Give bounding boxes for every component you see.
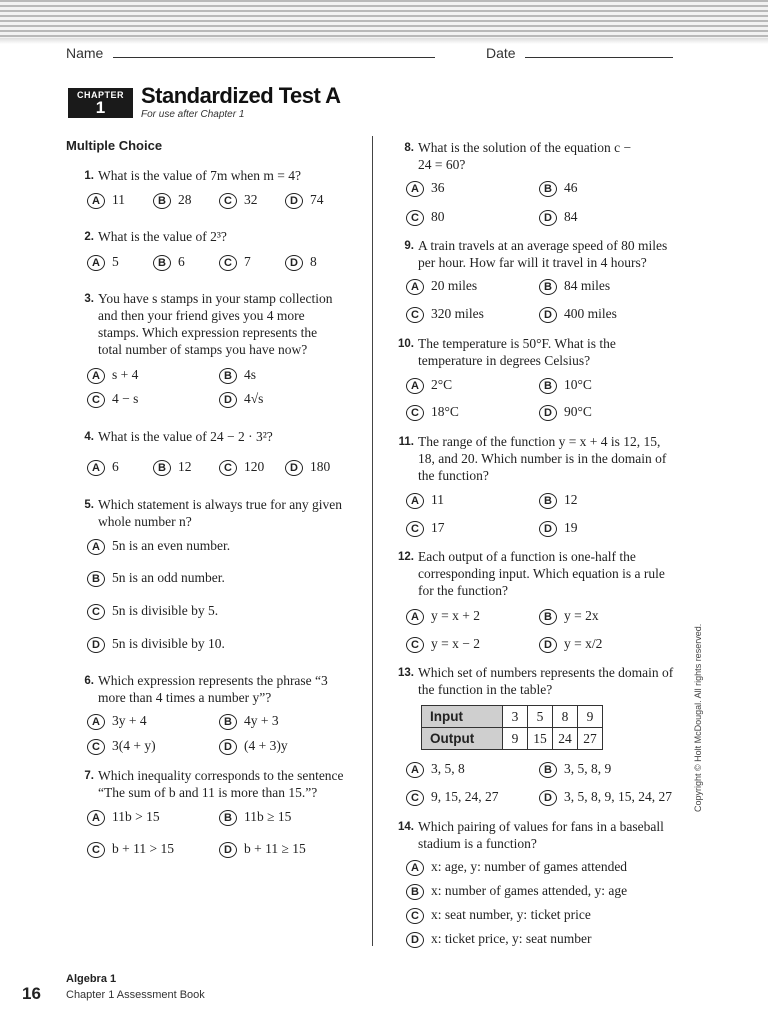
- footer-subtitle: Chapter 1 Assessment Book: [66, 989, 205, 1001]
- question-6: 6. Which expression represents the phrase “3 more than 4 times a number y”?: [84, 673, 328, 705]
- question-12: 12. Each output of a function is one-half the corresponding input. Which equation is a rule for the function?: [398, 549, 665, 598]
- chapter-label: CHAPTER: [76, 90, 124, 100]
- option-4a[interactable]: A 6: [87, 458, 119, 476]
- question-14: 14. Which pairing of values for fans in a baseball stadium is a function?: [398, 819, 664, 851]
- option-7b[interactable]: B 11b ≥ 15: [219, 808, 291, 826]
- output-label: Output: [422, 728, 503, 750]
- question-2: 2. What is the value of 2³?: [84, 229, 227, 244]
- option-6d[interactable]: D (4 + 3)y: [219, 737, 288, 755]
- copyright-notice: Copyright © Holt McDougal. All rights reserved.: [693, 623, 703, 812]
- option-3c[interactable]: C 4 − s: [87, 390, 138, 408]
- question-10: 10. The temperature is 50°F. What is the temperature in degrees Celsius?: [398, 336, 616, 368]
- question-text: What is the value of 7m when m = 4?: [98, 168, 301, 183]
- page-number: 16: [22, 984, 41, 1003]
- option-4d[interactable]: D 180: [285, 458, 330, 476]
- option-2b[interactable]: B 6: [153, 253, 185, 271]
- date-label: Date: [486, 45, 516, 61]
- option-14b[interactable]: B x: number of games attended, y: age: [406, 882, 627, 900]
- option-10a[interactable]: A 2°C: [406, 376, 452, 394]
- question-3: 3. You have s stamps in your stamp collection and then your friend gives you 4 more stamps. Which expression represents the total number of stamps you have now?: [84, 291, 333, 357]
- function-table: [421, 705, 603, 750]
- option-3a[interactable]: A s + 4: [87, 366, 138, 384]
- date-line: [525, 45, 673, 58]
- column-divider: [372, 136, 373, 946]
- table-row-output: Output 9 15 24 27: [422, 728, 603, 750]
- option-14a[interactable]: A x: age, y: number of games attended: [406, 858, 627, 876]
- question-5: 5. Which statement is always true for any given whole number n?: [84, 497, 343, 529]
- page-subtitle: For use after Chapter 1: [141, 109, 245, 120]
- option-8c[interactable]: C 80: [406, 208, 445, 226]
- date-field[interactable]: [486, 45, 673, 61]
- option-13c[interactable]: C 9, 15, 24, 27: [406, 788, 499, 806]
- option-1d[interactable]: D 74: [285, 191, 324, 209]
- option-9b[interactable]: B 84 miles: [539, 277, 610, 295]
- table-row-input: Input 3 5 8 9: [422, 706, 603, 728]
- question-7: 7. Which inequality corresponds to the sentence “The sum of b and 11 is more than 15.”?: [84, 768, 344, 800]
- option-13a[interactable]: A 3, 5, 8: [406, 760, 465, 778]
- name-field[interactable]: [66, 45, 435, 61]
- question-13: 13. Which set of numbers represents the domain of the function in the table?: [398, 665, 674, 697]
- input-label: Input: [422, 706, 503, 728]
- header-stripes: [0, 0, 768, 38]
- option-3b[interactable]: B 4s: [219, 366, 256, 384]
- option-10c[interactable]: C 18°C: [406, 403, 459, 421]
- option-1c[interactable]: C 32: [219, 191, 258, 209]
- option-11b[interactable]: B 12: [539, 491, 578, 509]
- option-2c[interactable]: C 7: [219, 253, 251, 271]
- option-1a[interactable]: A 11: [87, 191, 125, 209]
- option-9c[interactable]: C 320 miles: [406, 305, 484, 323]
- question-number: 1.: [84, 170, 94, 182]
- option-11d[interactable]: D 19: [539, 519, 578, 537]
- question-4: 4. What is the value of 24 − 2 · 3²?: [84, 429, 273, 444]
- section-heading: Multiple Choice: [66, 138, 163, 153]
- option-13b[interactable]: B 3, 5, 8, 9: [539, 760, 611, 778]
- option-5c[interactable]: C 5n is divisible by 5.: [87, 602, 218, 620]
- option-11c[interactable]: C 17: [406, 519, 445, 537]
- option-6a[interactable]: A 3y + 4: [87, 712, 147, 730]
- option-10b[interactable]: B 10°C: [539, 376, 592, 394]
- option-6b[interactable]: B 4y + 3: [219, 712, 279, 730]
- option-8b[interactable]: B 46: [539, 179, 578, 197]
- option-13d[interactable]: D 3, 5, 8, 9, 15, 24, 27: [539, 788, 672, 806]
- option-8a[interactable]: A 36: [406, 179, 445, 197]
- option-7c[interactable]: C b + 11 > 15: [87, 840, 174, 858]
- chapter-number: 1: [95, 98, 106, 117]
- option-5a[interactable]: A 5n is an even number.: [87, 537, 230, 555]
- option-5d[interactable]: D 5n is divisible by 10.: [87, 635, 225, 653]
- option-3d[interactable]: D 4√s: [219, 390, 263, 408]
- option-12d[interactable]: D y = x/2: [539, 635, 602, 653]
- footer-book: Algebra 1: [66, 973, 117, 985]
- chapter-badge: [68, 88, 133, 118]
- option-1b[interactable]: B 28: [153, 191, 192, 209]
- option-9d[interactable]: D 400 miles: [539, 305, 617, 323]
- option-2a[interactable]: A 5: [87, 253, 119, 271]
- question-1: [84, 167, 358, 184]
- option-4c[interactable]: C 120: [219, 458, 264, 476]
- name-label: Name: [66, 45, 104, 61]
- option-9a[interactable]: A 20 miles: [406, 277, 477, 295]
- option-2d[interactable]: D 8: [285, 253, 317, 271]
- option-10d[interactable]: D 90°C: [539, 403, 592, 421]
- option-6c[interactable]: C 3(4 + y): [87, 737, 156, 755]
- option-7d[interactable]: D b + 11 ≥ 15: [219, 840, 306, 858]
- option-12c[interactable]: C y = x − 2: [406, 635, 480, 653]
- option-7a[interactable]: A 11b > 15: [87, 808, 160, 826]
- option-12b[interactable]: B y = 2x: [539, 607, 599, 625]
- option-5b[interactable]: B 5n is an odd number.: [87, 569, 225, 587]
- option-8d[interactable]: D 84: [539, 208, 578, 226]
- option-12a[interactable]: A y = x + 2: [406, 607, 480, 625]
- option-14c[interactable]: C x: seat number, y: ticket price: [406, 906, 591, 924]
- question-9: 9. A train travels at an average speed of 80 miles per hour. How far will it travel in 4 hours?: [404, 238, 668, 270]
- question-11: 11. The range of the function y = x + 4 is 12, 15, 18, and 20. Which number is in the domain of the function?: [398, 434, 667, 483]
- option-14d[interactable]: D x: ticket price, y: seat number: [406, 930, 591, 948]
- page-title: Standardized Test A: [141, 83, 341, 108]
- name-line: [113, 45, 435, 58]
- option-11a[interactable]: A 11: [406, 491, 444, 509]
- option-4b[interactable]: B 12: [153, 458, 192, 476]
- question-8: 8. What is the solution of the equation c − 24 = 60?: [404, 140, 632, 172]
